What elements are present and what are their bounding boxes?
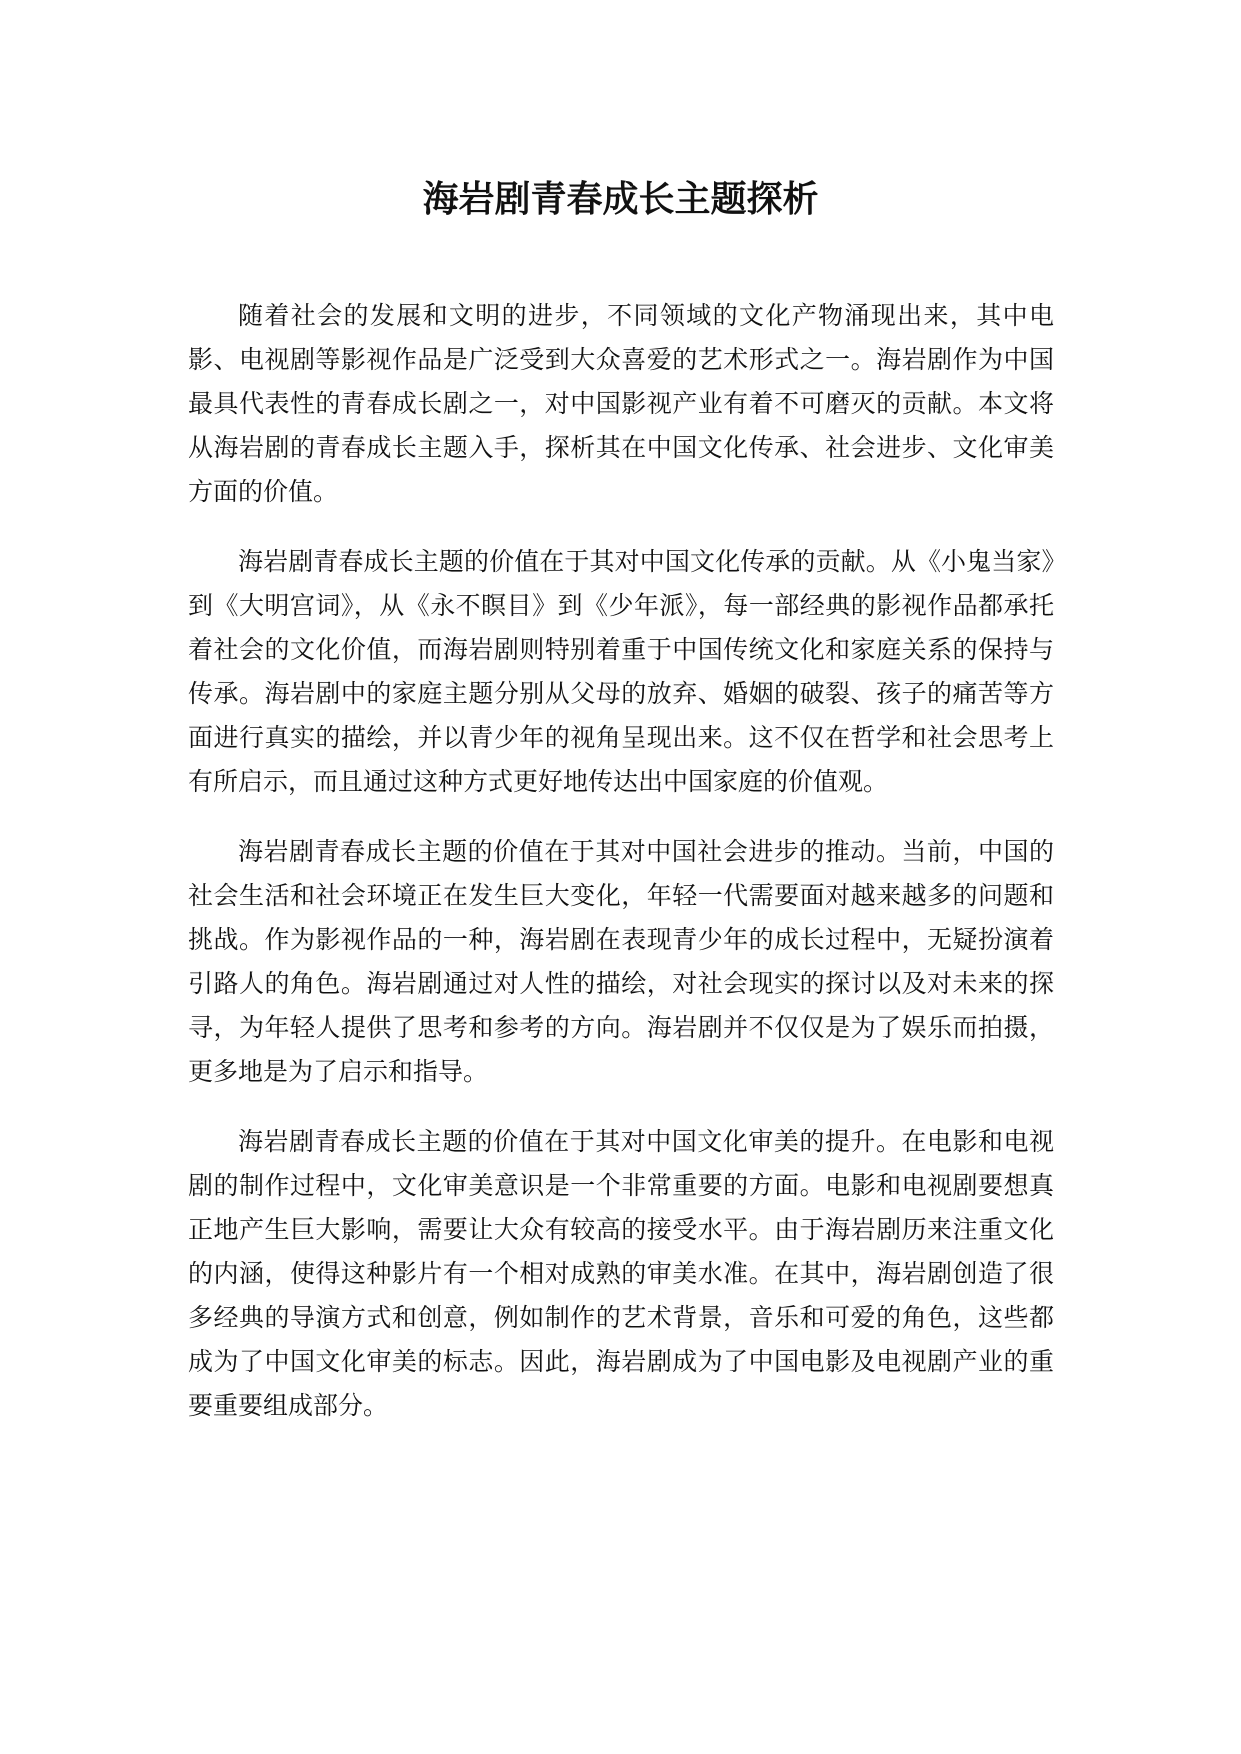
document-body (188, 294, 1054, 1454)
paragraph-3: 海岩剧青春成长主题的价值在于其对中国社会进步的推动。当前，中国的社会生活和社会环境正在发生巨大变化，年轻一代需要面对越来越多的问题和挑战。作为影视作品的一种，海岩剧在表现青少年的成长过程中，无疑扮演着引路人的角色。海岩剧通过对人性的描绘，对社会现实的探讨以及对未来的探寻，为年轻人提供了思考和参考的方向。海岩剧并不仅仅是为了娱乐而拍摄，更多地是为了启示和指导。 (188, 837, 1054, 1086)
document-title: 海岩剧青春成长主题探析 (422, 179, 819, 220)
paragraph-4: 海岩剧青春成长主题的价值在于其对中国文化审美的提升。在电影和电视剧的制作过程中，文化审美意识是一个非常重要的方面。电影和电视剧要想真正地产生巨大影响，需要让大众有较高的接受水平。由于海岩剧历来注重文化的内涵，使得这种影片有一个相对成熟的审美水准。在其中，海岩剧创造了很多经典的导演方式和创意，例如制作的艺术背景，音乐和可爱的角色，这些都成为了中国文化审美的标志。因此，海岩剧成为了中国电影及电视剧产业的重要重要组成部分。 (188, 1127, 1054, 1420)
paragraph-2: 海岩剧青春成长主题的价值在于其对中国文化传承的贡献。从《小鬼当家》到《大明宫词》，从《永不瞑目》到《少年派》，每一部经典的影视作品都承托着社会的文化价值，而海岩剧则特别着重于中国传统文化和家庭关系的保持与传承。海岩剧中的家庭主题分别从父母的放弃、婚姻的破裂、孩子的痛苦等方面进行真实的描绘，并以青少年的视角呈现出来。这不仅在哲学和社会思考上有所启示，而且通过这种方式更好地传达出中国家庭的价值观。 (188, 547, 1054, 796)
paragraph-1: 随着社会的发展和文明的进步，不同领域的文化产物涌现出来，其中电影、电视剧等影视作品是广泛受到大众喜爱的艺术形式之一。海岩剧作为中国最具代表性的青春成长剧之一，对中国影视产业有着不可磨灭的贡献。本文将从海岩剧的青春成长主题入手，探析其在中国文化传承、社会进步、文化审美方面的价值。 (188, 301, 1054, 506)
